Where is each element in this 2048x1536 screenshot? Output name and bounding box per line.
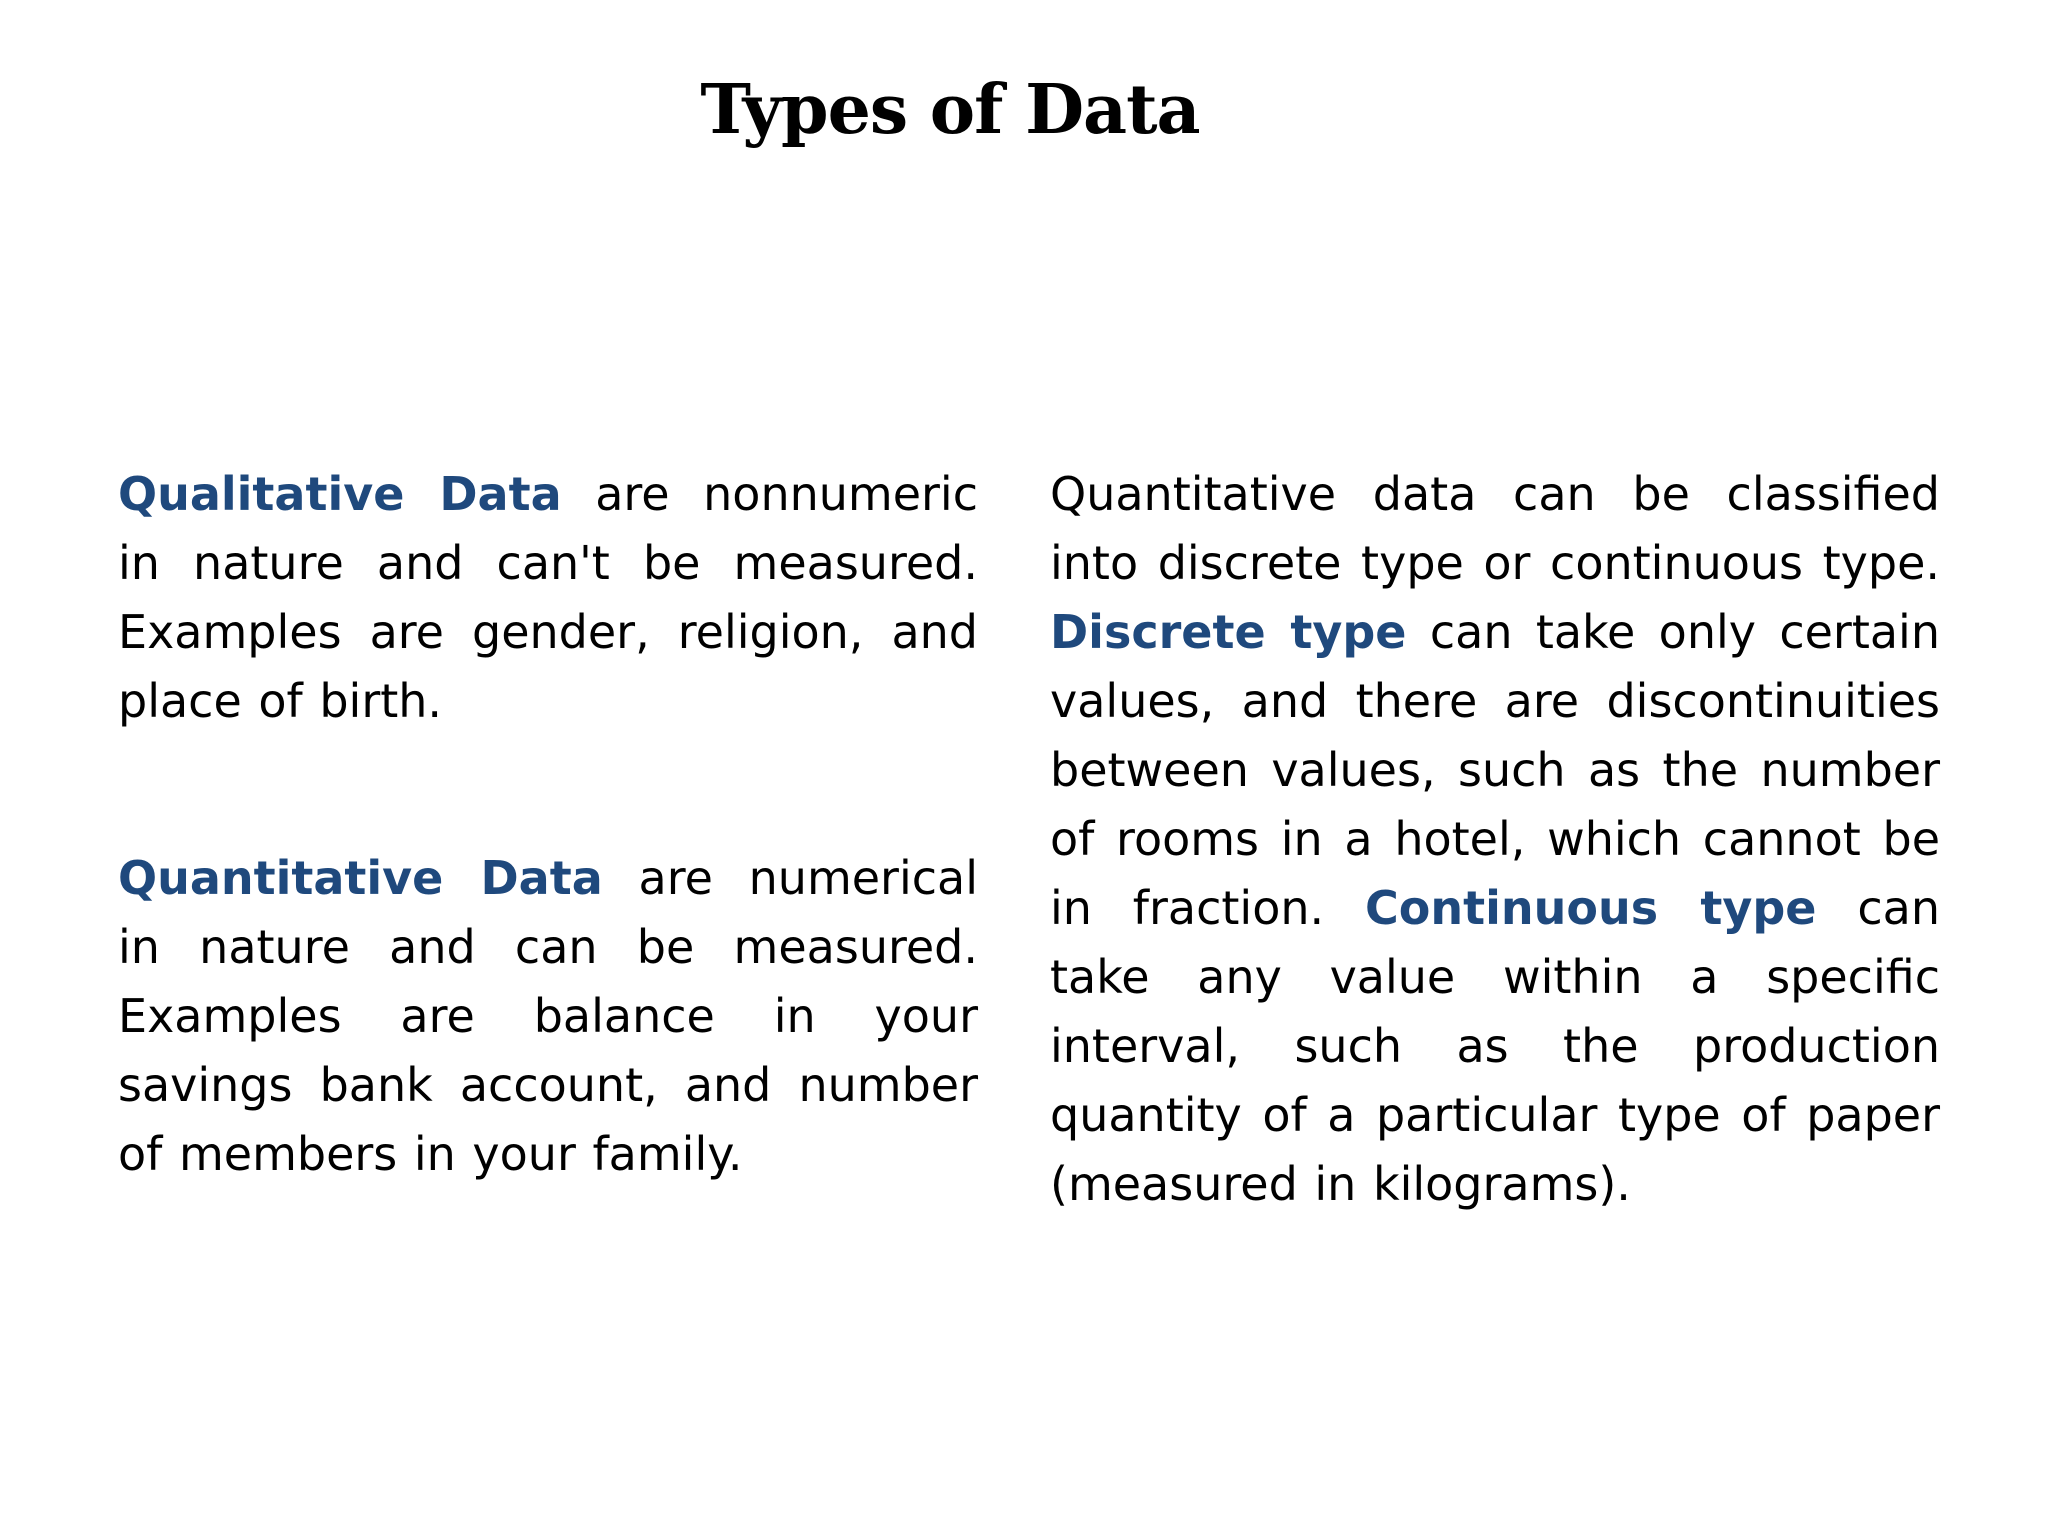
discrete-type-description: can take only certain values, and there are discontinuities between values, such as the number of rooms in a hotel, which cannot be in fraction. xyxy=(1050,605,1940,935)
quantitative-data-description: are numerical in nature and can be measured. Examples are balance in your savings bank account, and number of members in your family. xyxy=(118,851,979,1181)
qualitative-data-term: Qualitative Data xyxy=(118,467,562,521)
quantitative-data-term: Quantitative Data xyxy=(118,851,603,905)
continuous-type-description: can take any value within a specific interval, such as the production quantity of a particular type of paper (measured in kilograms). xyxy=(1050,881,1940,1211)
quantitative-types-intro: Quantitative data can be classified into discrete type or continuous type. xyxy=(1050,467,1940,590)
page-title: Types of Data xyxy=(700,70,1200,150)
left-column xyxy=(118,460,978,1189)
qualitative-data-description: are nonnumeric in nature and can't be measured. Examples are gender, religion, and place of birth. xyxy=(118,467,978,728)
right-column xyxy=(1050,460,1940,1219)
quantitative-types-paragraph xyxy=(1050,460,1940,1219)
qualitative-paragraph xyxy=(118,460,978,736)
continuous-type-term: Continuous type xyxy=(1365,881,1817,935)
discrete-type-term: Discrete type xyxy=(1050,605,1407,659)
quantitative-paragraph xyxy=(118,844,978,1189)
